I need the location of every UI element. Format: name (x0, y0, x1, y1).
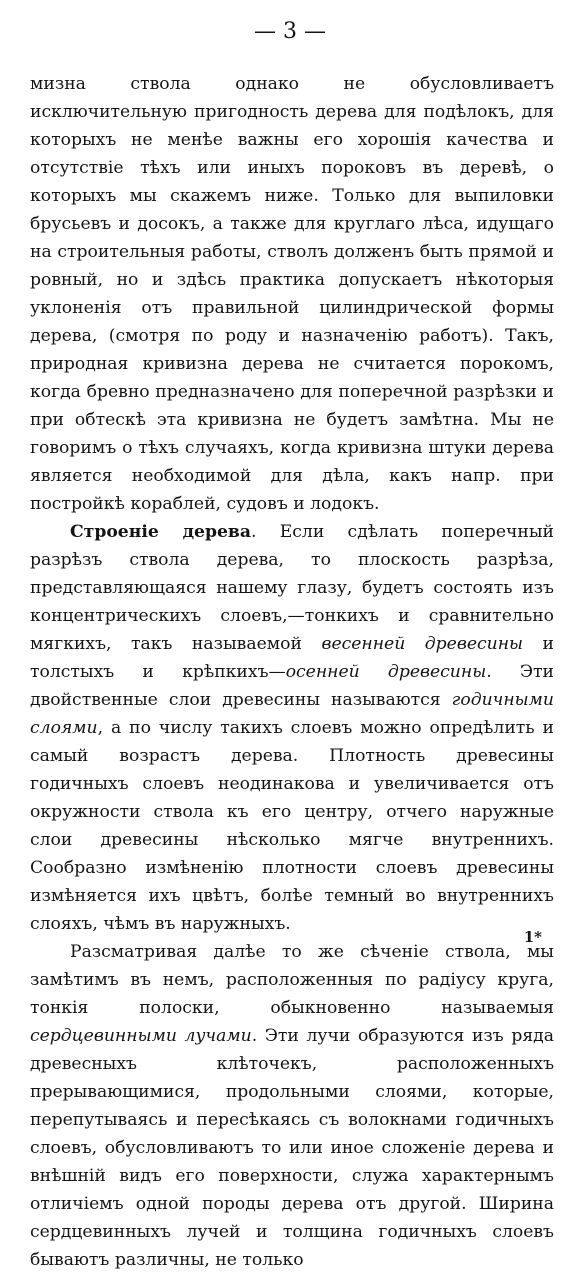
paragraph-text: . Если сдѣлать поперечный разрѣзъ ствола дерева, то плоскость разрѣза, представляющаяся нашему глазу, будетъ состоять изъ концентрическихъ слоевъ,—тонкихъ и сравнительно мягкихъ, такъ называемой (30, 522, 554, 654)
paragraph-text: Разсматривая далѣе то же сѣченіе ствола, мы замѣтимъ въ немъ, расположенныя по радіусу круга, тонкія полоски, обыкновенно называемыя (30, 942, 554, 1018)
paragraph-text: мизна ствола однако не обусловливаетъ исключительную пригодность дерева для подѣлокъ, для которыхъ не менѣе важны его хорошія качества и отсутствіе тѣхъ или иныхъ пороковъ въ деревѣ, о которыхъ мы скажемъ ниже. Только для выпиловки брусьевъ и досокъ, а также для круглаго лѣса, идущаго на строительныя работы, стволъ долженъ быть прямой и ровный, но и здѣсь практика допускаетъ нѣкоторыя уклоненія отъ правильной цилиндрической формы дерева, (смотря по роду и назначенію работъ). Такъ, природная кривизна дерева не считается порокомъ, когда бревно предназначено для поперечной разрѣзки и при обтескѣ эта кривизна не будетъ замѣтна. Мы не говоримъ о тѣхъ случаяхъ, когда кривизна штуки дерева является необходимой для дѣла, какъ напр. при постройкѣ кораблей, судовъ и лодокъ. (30, 74, 554, 514)
paragraph-text: , а по числу такихъ слоевъ можно опредѣлить и самый возрастъ дерева. Плотность древесины годичныхъ слоевъ неодинакова и увеличивается отъ окружности ствола къ его центру, отчего наружные слои древесины нѣсколько мягче внутреннихъ. Сообразно измѣненію плотности слоевъ древесины измѣняется ихъ цвѣтъ, болѣе темный во внутреннихъ слояхъ, чѣмъ въ наружныхъ. (30, 718, 554, 934)
term-italic: сердцевинными лучами (30, 1026, 252, 1046)
paragraph-text: . Эти лучи образуются изъ ряда древесныхъ клѣточекъ, расположенныхъ прерывающимися, продольными слоями, которые, перепутываясь и пересѣкаясь съ волокнами годичныхъ слоевъ, обусловливаютъ то или иное сложеніе дерева и внѣшній видъ его поверхности, служа характернымъ отличіемъ одной породы дерева отъ другой. Ширина сердцевинныхъ лучей и толщина годичныхъ слоевъ бываютъ различны, не только (30, 1026, 555, 1270)
paragraph-text: и толстыхъ и крѣпкихъ— (30, 634, 554, 682)
paragraph-3 (30, 938, 554, 1274)
page-body (30, 70, 554, 1274)
term-italic: годичными слоями (30, 690, 554, 738)
term-italic: осенней древесины (285, 662, 487, 682)
paragraph-text: . Эти двойственные слои древесины называются (30, 662, 554, 710)
signature-mark: 1* (523, 928, 542, 946)
page-number: — 3 — (254, 19, 326, 44)
paragraph-2 (30, 518, 554, 938)
paragraph-1 (30, 70, 554, 518)
term-italic: весенней древесины (321, 634, 524, 654)
section-heading: Строеніе дерева (70, 522, 252, 542)
